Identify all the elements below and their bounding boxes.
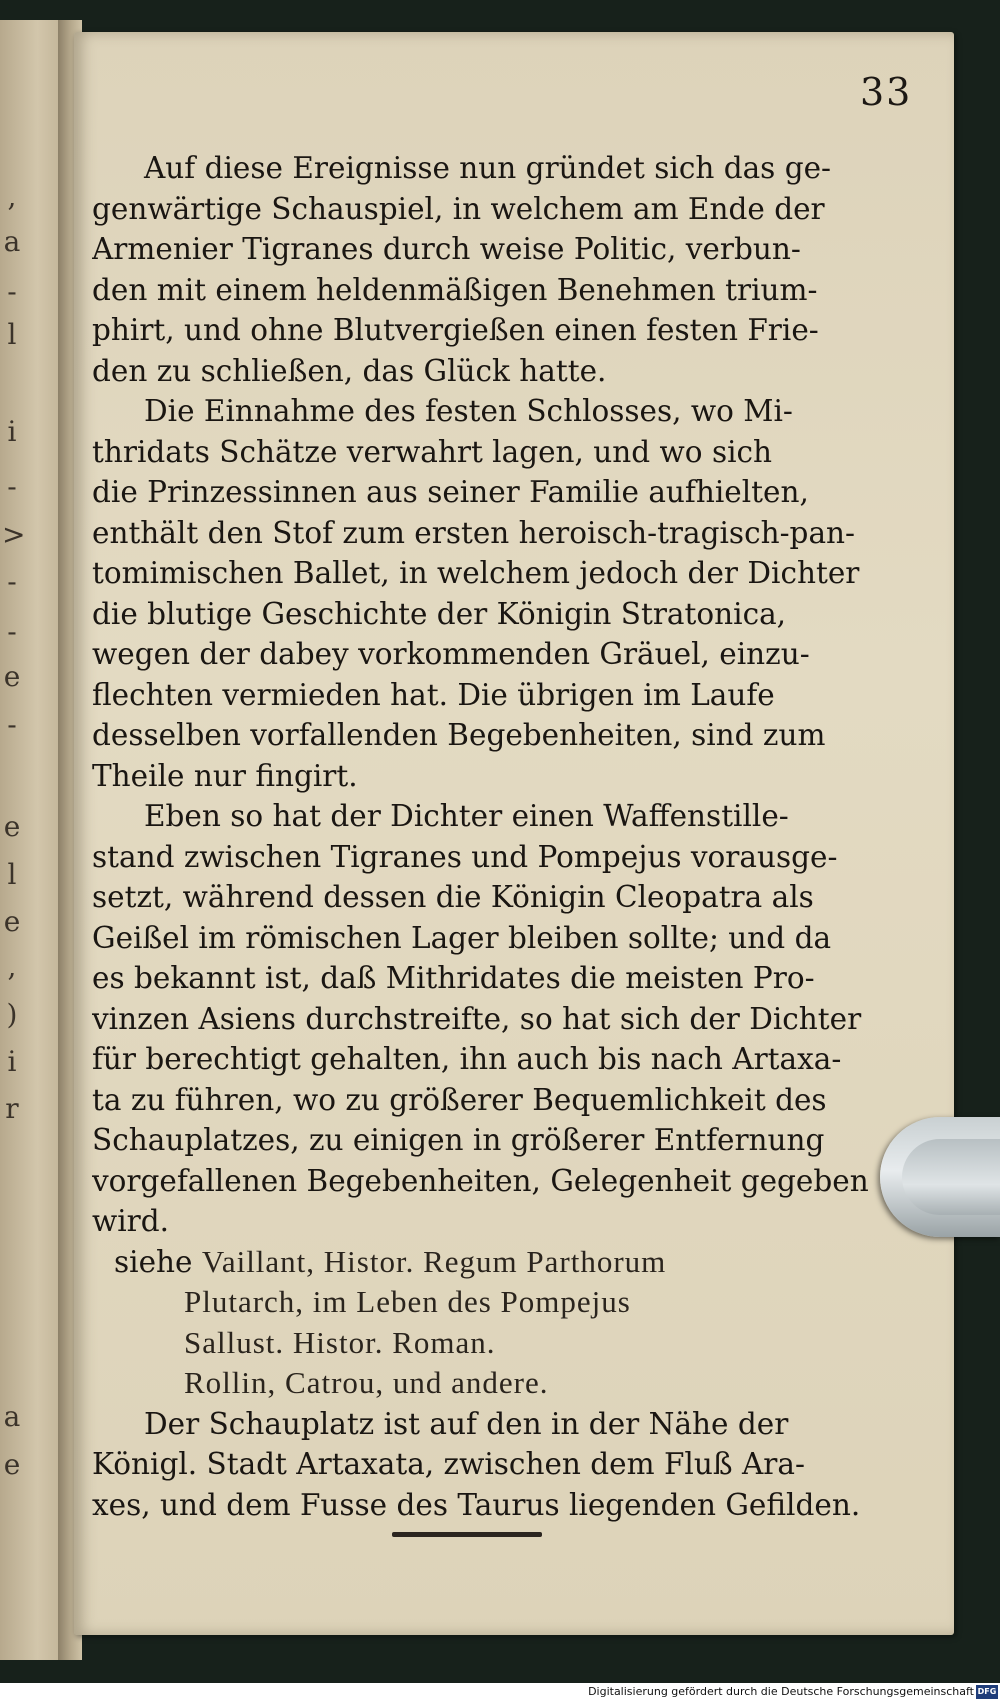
source-item xyxy=(92,1242,922,1283)
text-line: phirt, und ohne Blutvergießen einen festen Frie- xyxy=(92,313,819,347)
page-text xyxy=(92,148,922,1525)
funding-credit: Digitalisierung gefördert durch die Deutsche Forschungsgemeinschaft xyxy=(588,1685,974,1698)
text-line: stand zwischen Tigranes und Pompejus vorausge- xyxy=(92,839,838,874)
text-line: Der Schauplatz ist auf den in der Nähe der xyxy=(144,1406,789,1441)
edge-char: r xyxy=(5,1092,19,1125)
edge-char: a xyxy=(3,225,21,258)
text-line: ta zu führen, wo zu größerer Bequemlichkeit des xyxy=(92,1082,827,1117)
edge-char: - xyxy=(7,615,17,648)
text-line: thridats Schätze verwahrt lagen, und wo sich xyxy=(92,434,773,469)
source-list xyxy=(92,1242,922,1404)
text-line: es bekannt ist, daß Mithridates die meisten Pro- xyxy=(92,961,815,995)
page-clip xyxy=(880,1117,1000,1237)
edge-char: - xyxy=(7,275,17,308)
text-line: xes, und dem Fusse des Taurus liegenden Gefilden. xyxy=(92,1487,861,1522)
paragraph xyxy=(92,391,922,796)
text-line: genwärtige Schauspiel, in welchem am Ende der xyxy=(92,191,825,226)
source-item: Rollin, Catrou, und andere. xyxy=(184,1365,549,1400)
text-line: vinzen Asiens durchstreifte, so hat sich der Dichter xyxy=(92,1001,862,1036)
edge-char: > xyxy=(2,518,26,551)
edge-char: i xyxy=(7,415,17,448)
source-text: Vaillant, Histor. Regum Parthorum xyxy=(201,1243,667,1279)
edge-char: , xyxy=(7,180,17,213)
footer-bar xyxy=(0,1683,1000,1703)
paragraph xyxy=(92,148,922,391)
dfg-logo: DFG xyxy=(976,1685,998,1699)
page-number: 33 xyxy=(860,70,913,114)
page-clip-inner xyxy=(902,1139,1000,1215)
text-line: den zu schließen, das Glück hatte. xyxy=(92,353,607,388)
text-line: Königl. Stadt Artaxata, zwischen dem Fluß Ara- xyxy=(92,1447,805,1481)
text-line: die Prinzessinnen aus seiner Familie aufhielten, xyxy=(92,475,809,509)
edge-char: , xyxy=(7,950,17,983)
text-line: Theile nur fingirt. xyxy=(92,758,358,793)
text-line: Die Einnahme des festen Schlosses, wo Mi- xyxy=(144,394,793,428)
text-line: setzt, während dessen die Königin Cleopatra als xyxy=(92,880,814,914)
edge-char: - xyxy=(7,470,17,503)
paragraph xyxy=(92,796,922,1242)
text-line: Geißel im römischen Lager bleiben sollte; und da xyxy=(92,920,832,955)
edge-char: e xyxy=(3,660,21,693)
book-page xyxy=(74,32,954,1635)
edge-char: e xyxy=(3,810,21,843)
text-line: Eben so hat der Dichter einen Waffenstille- xyxy=(144,799,789,833)
source-prefix: siehe xyxy=(114,1244,202,1279)
edge-char: - xyxy=(7,565,17,598)
source-item: Plutarch, im Leben des Pompejus xyxy=(184,1284,631,1319)
text-line: den mit einem heldenmäßigen Benehmen trium- xyxy=(92,272,818,307)
text-line: tomimischen Ballet, in welchem jedoch der Dichter xyxy=(92,556,860,590)
edge-char: l xyxy=(7,858,17,891)
edge-char: e xyxy=(3,1448,21,1481)
text-line: desselben vorfallenden Begebenheiten, sind zum xyxy=(92,718,826,752)
end-rule xyxy=(392,1532,542,1537)
source-item: Sallust. Histor. Roman. xyxy=(184,1324,496,1360)
text-line: die blutige Geschichte der Königin Stratonica, xyxy=(92,596,787,631)
closing-paragraph xyxy=(92,1404,922,1526)
edge-char: i xyxy=(7,1045,17,1078)
text-line: Armenier Tigranes durch weise Politic, verbun- xyxy=(92,232,801,266)
edge-char: e xyxy=(3,905,21,938)
text-line: wird. xyxy=(92,1204,170,1238)
text-line: enthält den Stof zum ersten heroisch-tragisch-pan- xyxy=(92,515,855,550)
text-line: Auf diese Ereignisse nun gründet sich das ge- xyxy=(144,151,832,185)
edge-char: - xyxy=(7,708,17,741)
text-line: Schauplatzes, zu einigen in größerer Entfernung xyxy=(92,1123,825,1157)
edge-char: ) xyxy=(6,998,18,1031)
text-line: vorgefallenen Begebenheiten, Gelegenheit gegeben xyxy=(92,1163,869,1198)
edge-char: a xyxy=(3,1400,21,1433)
text-line: für berechtigt gehalten, ihn auch bis nach Artaxa- xyxy=(92,1042,842,1076)
text-line: flechten vermieden hat. Die übrigen im Laufe xyxy=(92,677,775,712)
text-line: wegen der dabey vorkommenden Gräuel, einzu- xyxy=(92,637,810,671)
edge-char: l xyxy=(7,318,17,351)
